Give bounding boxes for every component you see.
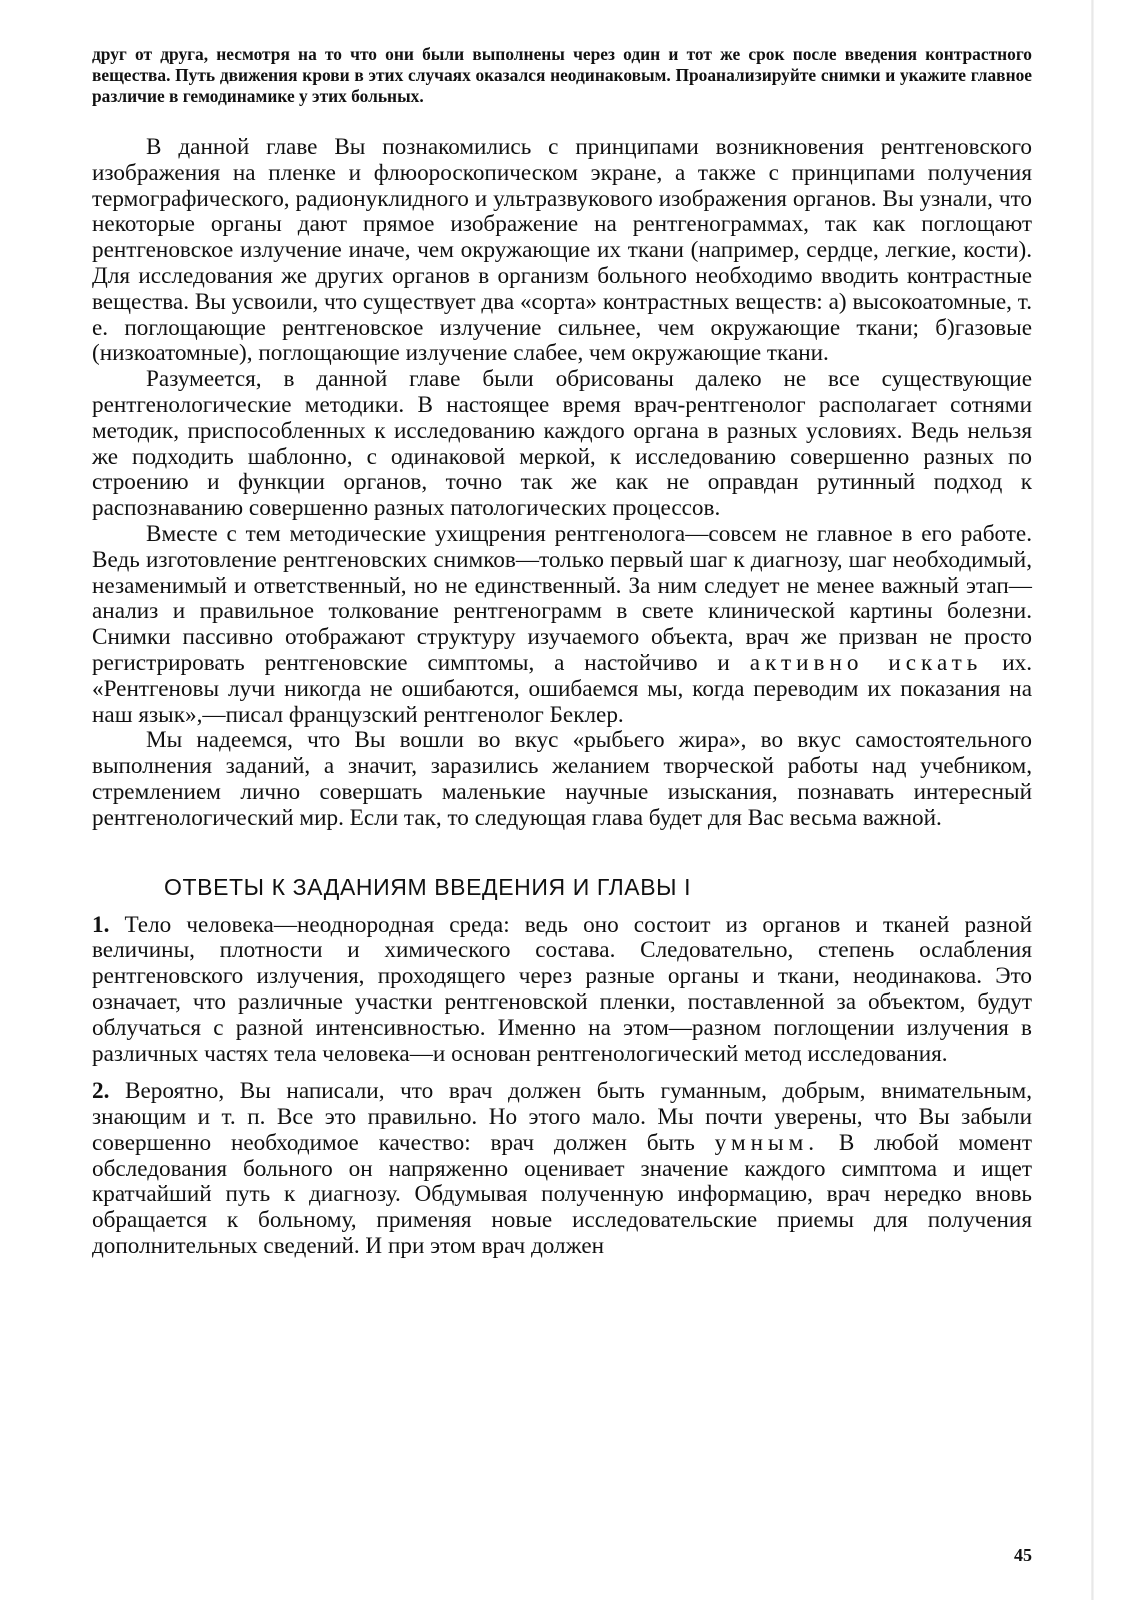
paragraph-3-end: их. «Рентгеновы лучи никогда не ошибаются, ошибаемся мы, когда переводим их показания на наш язык»,—писал французский рентгенолог Беклер. (92, 649, 1033, 728)
answers-section (92, 913, 1032, 1260)
page-edge-shadow (1091, 0, 1094, 1600)
answer-1-number: 1. (92, 911, 110, 938)
summary-paragraph-4: Мы надеемся, что Вы вошли во вкус «рыбьего жира», во вкус самостоятельного выполнения заданий, а значит, заразились желанием творческой работы над учебником, стремлением лично совершать маленькие научные изыскания, познавать интересный рентгенологический мир. Если так, то следующая глава будет для Вас весьма важной. (92, 727, 1032, 831)
answer-2-end: В любой момент обследования больного он напряженно оценивает значение каждого симптома и ищет кратчайший путь к диагнозу. Обдумывая полученную информацию, врач нередко вновь обращается к больному, применяя новые исследовательские приемы для получения дополнительных сведений. И при этом врач должен (92, 1129, 1033, 1260)
paragraph-3-start: Вместе с тем методические ухищрения рентгенолога—совсем не главное в его работе. Ведь изготовление рентгеновских снимков—только первый шаг к диагнозу, шаг необходимый, незаменимый и ответственный, но не единственный. За ним следует не менее важный этап—анализ и правильное толкование рентгенограмм в свете клинической картины болезни. Снимки пассивно отображают структуру изучаемого объекта, врач же призван не просто регистрировать рентгеновские симптомы, а настойчиво и (92, 520, 1032, 676)
intro-note: друг от друга, несмотря на то что они были выполнены через один и тот же срок после введения контрастного вещества. Путь движения крови в этих случаях оказался неодинаковым. Проанализируйте снимки и укажите главное различие в гемодинамике у этих больных. (92, 44, 1032, 106)
summary-paragraph-3 (92, 522, 1032, 728)
answer-1-text: Тело человека—неоднородная среда: ведь оно состоит из органов и тканей разной величины, плотности и химического состава. Следовательно, степень ослабления рентгеновского излучения, проходящего через разные органы и ткани, неодинакова. Это означает, что различные участки рентгеновской пленки, поставленной за объектом, будут облучаться с разной интенсивностью. Именно на этом—разном поглощении излучения в различных частях тела человека—и основан рентгенологический метод исследования. (92, 911, 1032, 1067)
answer-2-emphasis: умным. (714, 1129, 820, 1156)
chapter-summary (92, 135, 1032, 832)
answer-2-start: Вероятно, Вы написали, что врач должен быть гуманным, добрым, внимательным, знающим и т. п. Все это правильно. Но этого мало. Мы почти уверены, что Вы забыли совершенно необходимое качество: врач должен быть (92, 1078, 1033, 1156)
paragraph-3-emphasis: активно искать (749, 649, 983, 676)
book-page (92, 44, 1032, 1272)
summary-paragraph-2: Разумеется, в данной главе были обрисованы далеко не все существующие рентгенологические методики. В настоящее время врач-рентгенолог располагает сотнями методик, приспособленных к исследованию каждого органа в разных условиях. Ведь нельзя же подходить шаблонно, с одинаковой меркой, к исследованию совершенно разных по строению и функции органов, точно так же как не оправдан рутинный подход к распознаванию совершенно разных патологических процессов. (92, 366, 1032, 522)
answer-1 (92, 913, 1032, 1068)
answer-2-number: 2. (92, 1078, 110, 1105)
page-number: 45 (1014, 1545, 1032, 1565)
answers-heading: ОТВЕТЫ К ЗАДАНИЯМ ВВЕДЕНИЯ И ГЛАВЫ I (164, 873, 692, 900)
summary-paragraph-1: В данной главе Вы познакомились с принципами возникновения рентгеновского изображения на пленке и флюороскопическом экране, а также с принципами получения термографического, радионуклидного и ультразвукового изображения органов. Вы узнали, что некоторые органы дают прямое изображение на рентгенограммах, так как поглощают рентгеновское излучение иначе, чем окружающие их ткани (например, сердце, легкие, кости). Для исследования же других органов в организм больного необходимо вводить контрастные вещества. Вы усвоили, что существует два «сорта» контрастных веществ: а) высокоатомные, т. е. поглощающие рентгеновское излучение сильнее, чем окружающие ткани; б)газовые (низкоатомные), поглощающие излучение слабее, чем окружающие ткани. (92, 134, 1032, 367)
answer-2 (92, 1079, 1032, 1260)
